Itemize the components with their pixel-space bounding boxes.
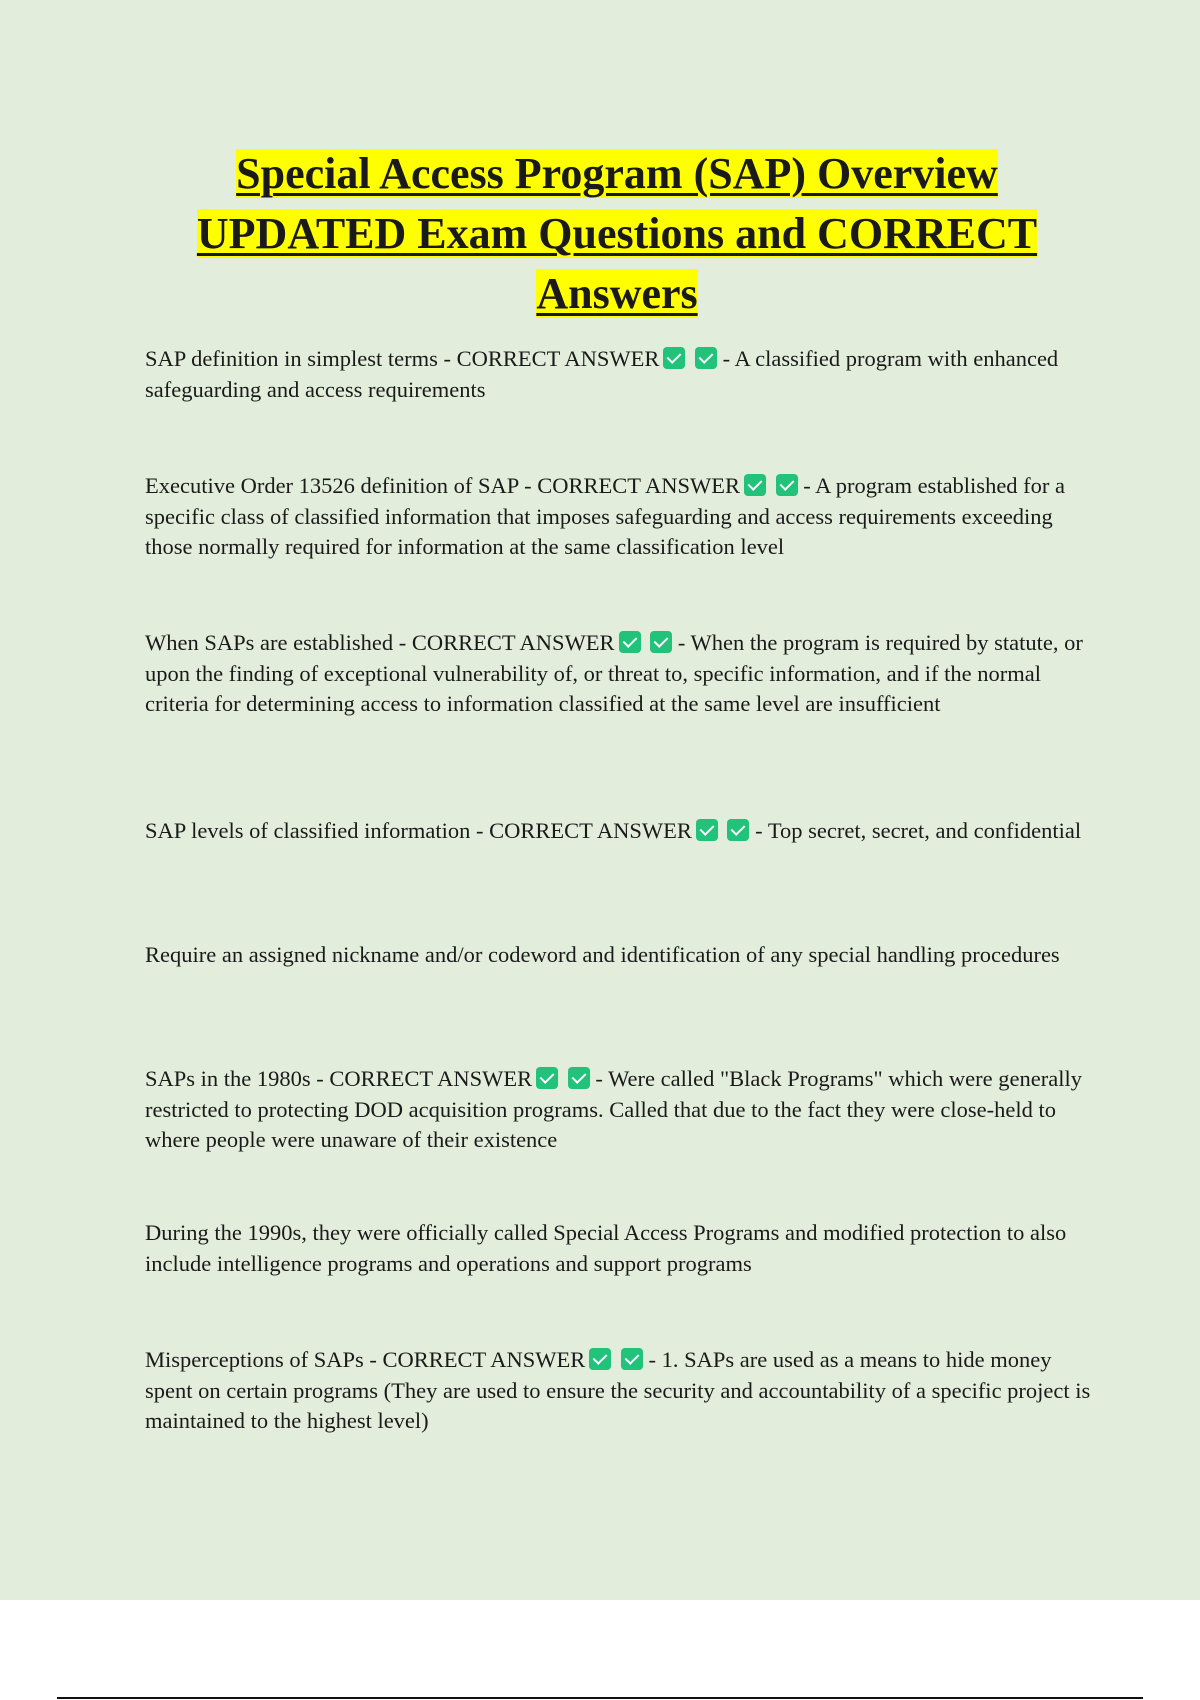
qa-entry-sap-levels <box>145 816 1095 847</box>
question-text: When SAPs are established - CORRECT ANSWER <box>145 630 615 655</box>
answer-text: - 1. SAPs are used as a means to hide money spent on certain programs (They are used to ensure the security and accountability of a specific project is maintained to the highest level) <box>145 1347 1091 1433</box>
check-mark-icon <box>589 1348 611 1370</box>
question-text: SAP levels of classified information - CORRECT ANSWER <box>145 818 692 843</box>
check-mark-icon <box>650 631 672 653</box>
check-mark-icon <box>695 347 717 369</box>
answer-text: - Top secret, secret, and confidential <box>749 818 1082 843</box>
check-mark-icon <box>568 1067 590 1089</box>
answer-text: - When the program is required by statute, or upon the finding of exceptional vulnerability of, or threat to, specific information, and if the normal criteria for determining access to information classified at the same level are insufficient <box>145 630 1083 716</box>
question-text: SAPs in the 1980s - CORRECT ANSWER <box>145 1066 533 1091</box>
note-1990s <box>145 1218 1095 1279</box>
page-divider <box>57 1697 1143 1699</box>
answer-text: - Were called "Black Programs" which were generally restricted to protecting DOD acquisition programs. Called that due to the fact they were close-held to where people were unaware of their existence <box>145 1066 1082 1152</box>
title-line-2: UPDATED Exam Questions and CORRECT <box>196 209 1038 258</box>
note-text: During the 1990s, they were officially called Special Access Programs and modified protection to also include intelligence programs and operations and support programs <box>145 1220 1067 1276</box>
qa-entry-when-established <box>145 628 1095 720</box>
note-text: Require an assigned nickname and/or codeword and identification of any special handling procedures <box>145 942 1060 967</box>
check-mark-icon <box>536 1067 558 1089</box>
note-nickname-codeword <box>145 940 1095 971</box>
check-mark-icon <box>621 1348 643 1370</box>
question-text: Executive Order 13526 definition of SAP - CORRECT ANSWER <box>145 473 740 498</box>
check-mark-icon <box>696 819 718 841</box>
question-text: Misperceptions of SAPs - CORRECT ANSWER <box>145 1347 586 1372</box>
answer-text: - A classified program with enhanced safeguarding and access requirements <box>145 346 1059 402</box>
qa-entry-sap-definition <box>145 344 1095 405</box>
check-mark-icon <box>744 474 766 496</box>
page-title <box>120 144 1114 324</box>
check-mark-icon <box>727 819 749 841</box>
title-line-3: Answers <box>536 269 698 318</box>
qa-entry-misperceptions <box>145 1345 1095 1437</box>
qa-entry-saps-1980s <box>145 1064 1095 1156</box>
question-text: SAP definition in simplest terms - CORRECT ANSWER <box>145 346 660 371</box>
check-mark-icon <box>619 631 641 653</box>
answer-text: - A program established for a specific class of classified information that imposes safeguarding and access requirements exceeding those normally required for information at the same classification level <box>145 473 1066 559</box>
title-line-1: Special Access Program (SAP) Overview <box>236 149 998 198</box>
check-mark-icon <box>663 347 685 369</box>
check-mark-icon <box>776 474 798 496</box>
qa-entry-executive-order <box>145 471 1095 563</box>
